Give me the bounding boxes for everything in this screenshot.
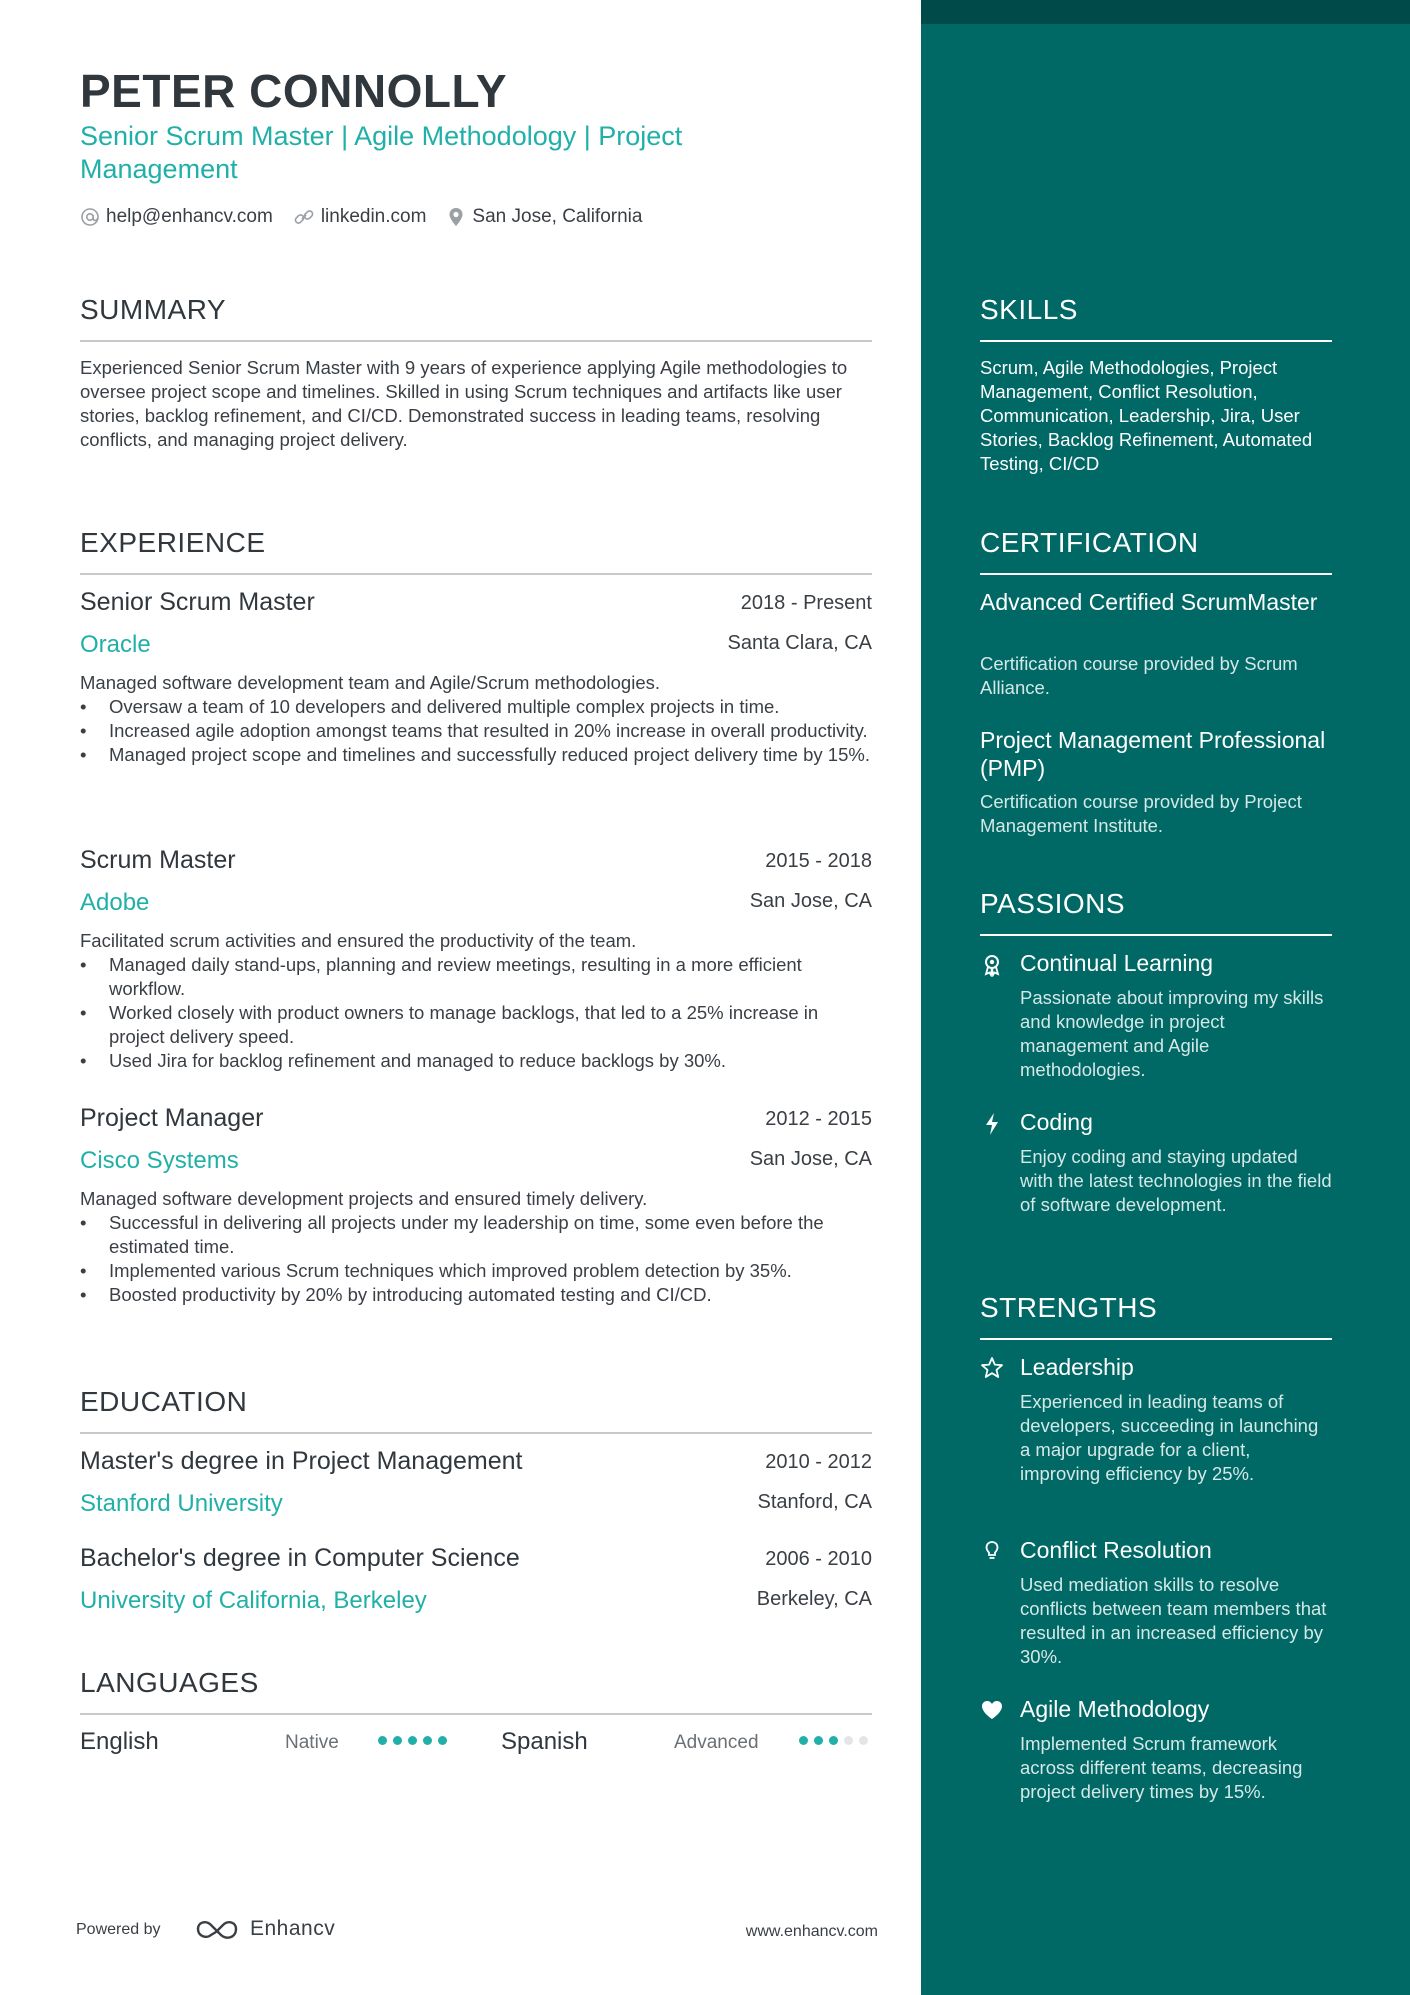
languages-divider bbox=[80, 1713, 872, 1715]
sidebar bbox=[921, 0, 1410, 1995]
skills-text: Scrum, Agile Methodologies, Project Management, Conflict Resolution, Communication, Leadership, Jira, User Stories, Backlog Refinement, Automated Testing, CI/CD bbox=[980, 357, 1313, 474]
summary-divider bbox=[80, 340, 872, 342]
job-description: Managed software development projects and ensured timely delivery. bbox=[80, 1188, 648, 1209]
rating-dot-filled bbox=[438, 1736, 447, 1745]
rating-dot-empty bbox=[844, 1736, 853, 1745]
rating-dot-filled bbox=[829, 1736, 838, 1745]
location-pin-icon bbox=[446, 206, 466, 228]
job-location: San Jose, CA bbox=[749, 1148, 872, 1170]
job-date: 2018 - Present bbox=[740, 592, 872, 614]
job-role: Senior Scrum Master bbox=[80, 588, 315, 616]
job-date: 2015 - 2018 bbox=[765, 850, 872, 872]
languages-heading: LANGUAGES bbox=[80, 1667, 259, 1698]
job-bullets bbox=[80, 695, 872, 767]
strength-description: Implemented Scrum framework across different teams, decreasing project delivery times by 15%. bbox=[1020, 1733, 1303, 1802]
job-role: Scrum Master bbox=[80, 846, 236, 874]
job-role: Project Manager bbox=[80, 1104, 264, 1132]
contact-email[interactable] bbox=[80, 206, 273, 228]
job-company: Cisco Systems bbox=[80, 1147, 239, 1174]
contact-location bbox=[446, 206, 642, 228]
link-icon bbox=[293, 207, 315, 227]
link-text: linkedin.com bbox=[320, 206, 427, 227]
job-entry bbox=[80, 1104, 872, 1307]
heart-icon bbox=[980, 1698, 1004, 1722]
experience-divider bbox=[80, 573, 872, 575]
certification-description: Certification course provided by Scrum Alliance. bbox=[980, 653, 1298, 698]
job-description: Managed software development team and Agile/Scrum methodologies. bbox=[80, 672, 661, 693]
job-bullets bbox=[80, 1211, 872, 1307]
experience-heading: EXPERIENCE bbox=[80, 527, 266, 558]
education-date: 2010 - 2012 bbox=[765, 1451, 872, 1473]
enhancv-logo[interactable] bbox=[194, 1916, 335, 1942]
job-location: Santa Clara, CA bbox=[727, 632, 872, 654]
language-rating bbox=[378, 1736, 453, 1745]
award-icon bbox=[980, 953, 1004, 977]
passion-description: Passionate about improving my skills and knowledge in project management and Agile methodologies. bbox=[1020, 987, 1324, 1080]
email-text: help@enhancv.com bbox=[106, 206, 273, 227]
job-location: San Jose, CA bbox=[749, 890, 872, 912]
language-level: Advanced bbox=[674, 1732, 759, 1753]
job-bullet: • Used Jira for backlog refinement and managed to reduce backlogs by 30%. bbox=[80, 1049, 872, 1073]
lightbulb-icon bbox=[980, 1539, 1004, 1563]
strength-title: Agile Methodology bbox=[1020, 1696, 1210, 1722]
education-degree: Master's degree in Project Management bbox=[80, 1447, 523, 1475]
sidebar-top-band bbox=[921, 0, 1410, 24]
job-entry bbox=[80, 588, 872, 767]
education-school: Stanford University bbox=[80, 1490, 283, 1517]
job-date: 2012 - 2015 bbox=[765, 1108, 872, 1130]
language-name: English bbox=[80, 1728, 159, 1755]
job-bullet: • Successful in delivering all projects under my leadership on time, some even before the estimated time. bbox=[80, 1211, 872, 1259]
rating-dot-filled bbox=[393, 1736, 402, 1745]
education-school: University of California, Berkeley bbox=[80, 1587, 427, 1614]
strengths-heading: STRENGTHS bbox=[980, 1292, 1158, 1323]
job-bullets bbox=[80, 953, 872, 1073]
candidate-title: Senior Scrum Master | Agile Methodology | Project Management bbox=[80, 121, 683, 184]
job-bullet: • Managed daily stand-ups, planning and review meetings, resulting in a more efficient workflow. bbox=[80, 953, 872, 1001]
rating-dot-filled bbox=[814, 1736, 823, 1745]
skills-heading: SKILLS bbox=[980, 294, 1078, 325]
education-entry bbox=[80, 1544, 872, 1615]
candidate-name: PETER CONNOLLY bbox=[80, 65, 508, 117]
rating-dot-filled bbox=[408, 1736, 417, 1745]
job-bullet: • Implemented various Scrum techniques which improved problem detection by 35%. bbox=[80, 1259, 872, 1283]
star-icon bbox=[980, 1356, 1004, 1380]
summary-heading: SUMMARY bbox=[80, 294, 227, 325]
job-bullet: • Oversaw a team of 10 developers and delivered multiple complex projects in time. bbox=[80, 695, 872, 719]
language-name: Spanish bbox=[501, 1728, 588, 1755]
footer-site-link[interactable]: www.enhancv.com bbox=[745, 1923, 878, 1940]
rating-dot-filled bbox=[378, 1736, 387, 1745]
certification-name: Advanced Certified ScrumMaster bbox=[980, 589, 1318, 615]
language-level: Native bbox=[285, 1732, 339, 1753]
education-location: Berkeley, CA bbox=[756, 1588, 872, 1610]
certification-name: Project Management Professional (PMP) bbox=[980, 727, 1326, 781]
certification-heading: CERTIFICATION bbox=[980, 527, 1199, 558]
job-company: Oracle bbox=[80, 631, 151, 658]
passions-heading: PASSIONS bbox=[980, 888, 1126, 919]
strength-title: Conflict Resolution bbox=[1020, 1537, 1212, 1563]
job-bullet: • Worked closely with product owners to manage backlogs, that led to a 25% increase in project delivery speed. bbox=[80, 1001, 872, 1049]
skills-divider bbox=[980, 340, 1332, 342]
rating-dot-filled bbox=[423, 1736, 432, 1745]
contact-bar bbox=[80, 206, 662, 228]
passions-divider bbox=[980, 934, 1332, 936]
certification-description: Certification course provided by Project Management Institute. bbox=[980, 791, 1302, 836]
job-company: Adobe bbox=[80, 889, 150, 916]
summary-text: Experienced Senior Scrum Master with 9 years of experience applying Agile methodologies to oversee project scope and timelines. Skilled in using Scrum techniques and artifacts like user stories, backlog refinement, and CI/CD. Demonstrated success in leading teams, resolving conflicts, and managing project delivery. bbox=[80, 357, 848, 450]
job-entry bbox=[80, 846, 872, 1073]
contact-link[interactable] bbox=[293, 206, 427, 228]
strength-title: Leadership bbox=[1020, 1354, 1134, 1380]
job-description: Facilitated scrum activities and ensured the productivity of the team. bbox=[80, 930, 637, 951]
strengths-divider bbox=[980, 1338, 1332, 1340]
enhancv-brand-text: Enhancv bbox=[250, 1917, 336, 1940]
enhancv-logo-icon bbox=[194, 1916, 242, 1942]
certification-divider bbox=[980, 573, 1332, 575]
rating-dot-empty bbox=[859, 1736, 868, 1745]
job-bullet: • Boosted productivity by 20% by introducing automated testing and CI/CD. bbox=[80, 1283, 872, 1307]
job-bullet: • Managed project scope and timelines and successfully reduced project delivery time by 15%. bbox=[80, 743, 872, 767]
education-degree: Bachelor's degree in Computer Science bbox=[80, 1544, 520, 1572]
education-location: Stanford, CA bbox=[757, 1491, 872, 1513]
passion-title: Continual Learning bbox=[1020, 950, 1214, 976]
powered-by-text: Powered by bbox=[76, 1921, 161, 1938]
job-bullet: • Increased agile adoption amongst teams that resulted in 20% increase in overall productivity. bbox=[80, 719, 872, 743]
strength-description: Used mediation skills to resolve conflicts between team members that resulted in an increased efficiency by 30%. bbox=[1020, 1574, 1327, 1667]
bolt-icon bbox=[980, 1112, 1004, 1136]
passion-title: Coding bbox=[1020, 1109, 1093, 1135]
language-rating bbox=[799, 1736, 874, 1745]
rating-dot-filled bbox=[799, 1736, 808, 1745]
education-entry bbox=[80, 1447, 872, 1518]
passion-description: Enjoy coding and staying updated with the latest technologies in the field of software development. bbox=[1020, 1146, 1332, 1215]
education-divider bbox=[80, 1432, 872, 1434]
location-text: San Jose, California bbox=[472, 206, 643, 227]
footer bbox=[76, 1916, 878, 1946]
at-icon bbox=[80, 207, 100, 227]
education-heading: EDUCATION bbox=[80, 1386, 248, 1417]
languages-row bbox=[80, 1728, 872, 1758]
strength-description: Experienced in leading teams of developers, succeeding in launching a major upgrade for a client, improving efficiency by 25%. bbox=[1020, 1391, 1319, 1484]
education-date: 2006 - 2010 bbox=[765, 1548, 872, 1570]
